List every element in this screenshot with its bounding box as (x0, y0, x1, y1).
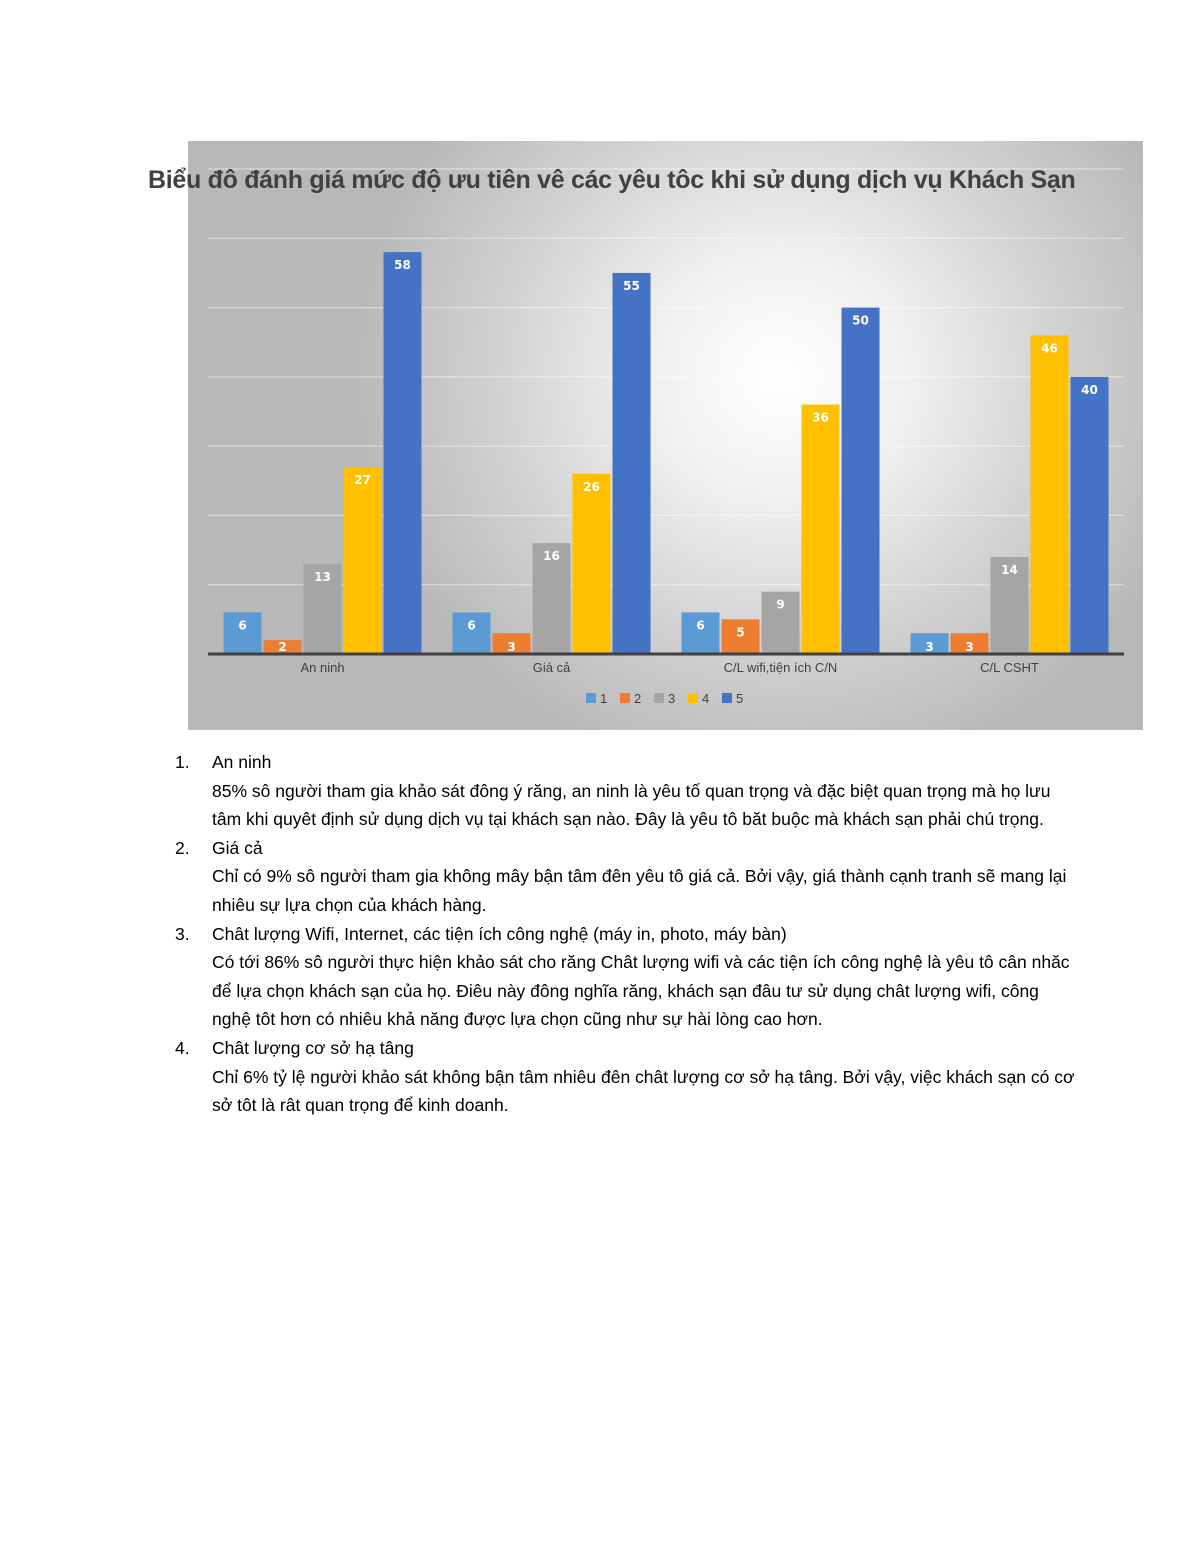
legend-label: 1 (600, 691, 608, 706)
note-heading: Chât lượng Wifi, Internet, các tiện ích công nghệ (máy in, photo, máy bàn) (212, 923, 787, 944)
data-label: 9 (776, 597, 785, 612)
category-label: C/L CSHT (980, 660, 1039, 675)
legend-swatch (722, 693, 732, 703)
notes-list (175, 748, 1075, 1120)
bar (344, 467, 382, 654)
legend-label: 2 (634, 691, 642, 706)
note-body: 85% sô người tham gia khảo sát đông ý răng, an ninh là yêu tố quan trọng và đặc biệt quan trọng mà họ lưu tâm khi quyêt định sử dụng dịch vụ tại khách sạn nào. Đây là yêu tô băt buộc mà khách sạn phải chú trọng. (212, 780, 1051, 830)
bar (613, 273, 651, 654)
data-label: 3 (965, 640, 974, 654)
chart-title: Biểu đô đánh giá mức độ ưu tiên vê các yêu tôc khi sử dụng dịch vụ Khách Sạn (148, 166, 1076, 194)
legend-label: 5 (736, 691, 744, 706)
bar (842, 308, 880, 654)
note-body: Chỉ 6% tỷ lệ người khảo sát không bận tâm nhiêu đên chât lượng cơ sở hạ tâng. Bởi vậy, việc khách sạn có cơ sở tôt là rât quan trọng để kinh doanh. (212, 1066, 1075, 1116)
note-number: 4. (175, 1037, 190, 1058)
data-label: 13 (314, 569, 331, 584)
data-label: 6 (696, 618, 705, 633)
note-body: Chỉ có 9% sô người tham gia không mây bận tâm đên yêu tô giá cả. Bởi vậy, giá thành cạnh tranh sẽ mang lại nhiêu sự lựa chọn của khách hàng. (212, 866, 1067, 915)
legend-label: 3 (668, 691, 676, 706)
bar (573, 474, 611, 654)
note-item (175, 834, 1075, 920)
data-label: 46 (1041, 341, 1058, 356)
note-item (175, 920, 1075, 1034)
data-label: 58 (394, 258, 411, 273)
data-label: 6 (238, 618, 247, 633)
bar (384, 252, 422, 654)
chart-area (188, 141, 1143, 730)
bar (1031, 335, 1069, 654)
note-body: Có tới 86% sô người thực hiện khảo sát cho răng Chât lượng wifi và các tiện ích công nghệ là yêu tô cân nhăc để lựa chọn khách sạn của họ. Điêu này đông nghĩa răng, khách sạn đâu tư sử dụng chât lượng wifi, công nghệ tôt hơn có nhiêu khả năng được lựa chọn cũng như sự hài lòng cao hơn. (212, 952, 1070, 1030)
note-heading: An ninh (212, 752, 272, 772)
bar-chart (188, 141, 1143, 730)
data-label: 6 (467, 618, 476, 633)
category-label: C/L wifi,tiện ích C/N (723, 660, 838, 675)
data-label: 50 (852, 313, 869, 328)
note-number: 3. (175, 923, 190, 944)
data-label: 5 (736, 625, 745, 640)
legend-swatch (620, 693, 630, 703)
category-label: Giá cả (532, 660, 571, 675)
data-label: 27 (354, 472, 371, 487)
bar (1071, 377, 1109, 654)
data-label: 3 (925, 640, 934, 654)
note-number: 1. (175, 752, 190, 772)
note-item (175, 1034, 1075, 1120)
data-label: 3 (507, 640, 516, 654)
data-label: 16 (543, 549, 560, 564)
legend-label: 4 (702, 691, 710, 706)
note-number: 2. (175, 837, 190, 858)
data-label: 40 (1081, 382, 1098, 397)
data-label: 14 (1001, 563, 1018, 577)
bar (802, 405, 840, 654)
data-label: 2 (278, 640, 287, 654)
legend-swatch (654, 693, 664, 703)
category-label: An ninh (300, 660, 345, 675)
note-item (175, 748, 1075, 834)
data-label: 55 (623, 278, 640, 293)
data-label: 26 (583, 479, 600, 494)
data-label: 36 (812, 410, 829, 425)
note-heading: Giá cả (212, 837, 263, 858)
note-heading: Chât lượng cơ sở hạ tâng (212, 1037, 414, 1058)
legend-swatch (688, 693, 698, 703)
legend-swatch (586, 693, 596, 703)
